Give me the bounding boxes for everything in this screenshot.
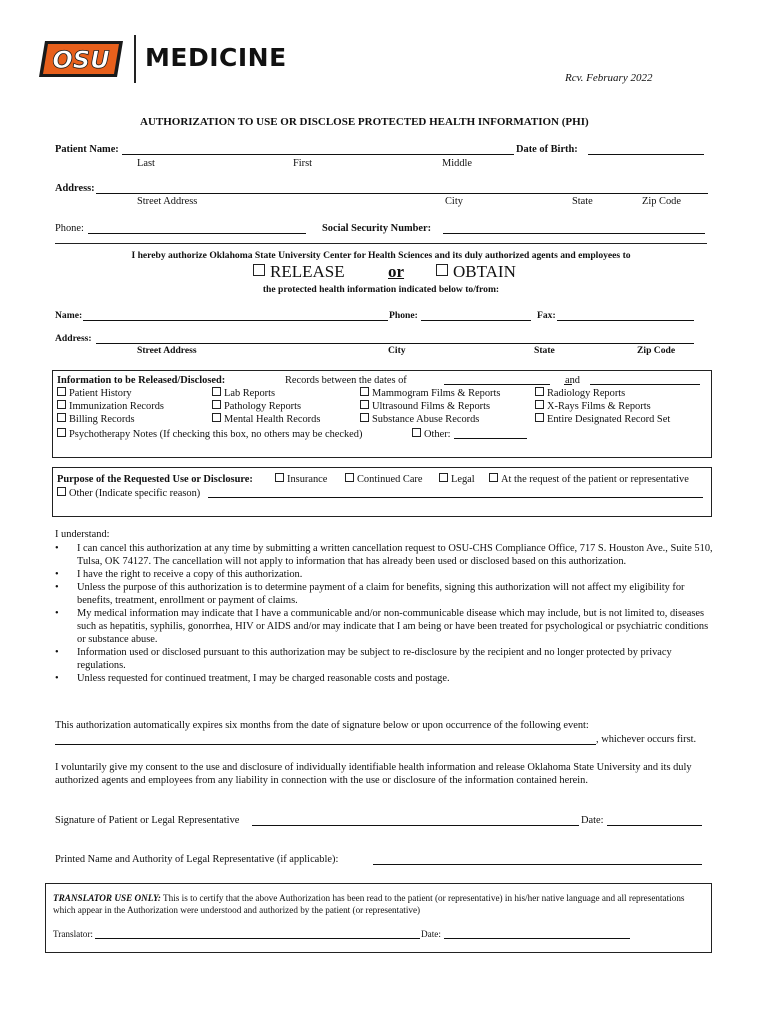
other-checkbox[interactable] [412,428,421,437]
checkbox[interactable] [535,400,544,409]
patient-name-field[interactable] [122,154,514,155]
last-caption: Last [137,158,155,169]
translator-field[interactable] [95,938,420,939]
understand-list [53,542,713,685]
recipient-name-field[interactable] [83,320,388,321]
other-item[interactable] [412,428,451,441]
checkbox-label: Radiology Reports [547,388,626,399]
patient-name-label: Patient Name: [55,144,119,155]
translator-body: This is to certify that the above Authorization has been read to the patient (or representative) in his/her native language and all representations which appear in the Authorization were understood and authorized by the patient (or representative) [53,893,685,915]
logo-text: OSU [52,46,110,74]
recipient-fax-field[interactable] [557,320,694,321]
checkbox[interactable] [360,400,369,409]
records-between-label: Records between the dates of [285,375,407,386]
understand-item: • Unless requested for continued treatment, I may be charged reasonable costs and postage. [53,672,713,685]
understand-intro: I understand: [55,529,110,540]
translator-lead: TRANSLATOR USE ONLY: [53,893,161,903]
info-col-4 [535,387,670,426]
understand-item: • Unless the purpose of this authorization is to determine payment of a claim for benefits, signing this authorization will not affect my eligibility for benefits, treatment, enrollment or payment of claims. [53,581,713,607]
checkbox[interactable] [212,387,221,396]
checkbox-label: Substance Abuse Records [372,414,480,425]
checkbox[interactable] [535,413,544,422]
signature-label: Signature of Patient or Legal Representative [55,815,240,826]
expire-text: This authorization automatically expires six months from the date of signature below or upon occurrence of the following event: [55,720,589,731]
ssn-field[interactable] [443,233,705,234]
release-option[interactable] [253,262,345,282]
checkbox-label: At the request of the patient or representative [501,474,689,485]
signature-date-label: Date: [581,815,604,826]
checkbox-label: Billing Records [69,414,135,425]
info-col-2 [212,387,320,426]
authorize-divider [55,243,707,244]
checkbox-label: Continued Care [357,474,423,485]
or-text: or [388,262,405,281]
checkbox-label: Entire Designated Record Set [547,414,671,425]
checkbox-label: Mammogram Films & Reports [372,388,501,399]
recipient-fax-label: Fax: [537,310,556,321]
signature-field[interactable] [252,825,579,826]
city-caption: City [445,196,463,207]
understand-item: • Information used or disclosed pursuant to this authorization may be subject to re-disclosure by the recipient and no longer protected by privacy regulations. [53,646,713,672]
address-label: Address: [55,183,95,194]
checkbox-item[interactable] [212,400,320,413]
info-col-1 [57,387,164,426]
consent-text: I voluntarily give my consent to the use and disclosure of individually identifiable health information and release Oklahoma State University and its duly authorized agents and employees from any liability in connection with the use or disclosure of the information contained herein. [55,762,692,786]
brand-name: MEDICINE [145,43,287,72]
address-field[interactable] [96,193,708,194]
obtain-label: OBTAIN [453,262,516,281]
checkbox[interactable] [212,400,221,409]
checkbox[interactable] [212,413,221,422]
checkbox-item[interactable] [360,400,500,413]
other-label: Other: [424,429,451,440]
checkbox[interactable] [57,400,66,409]
dob-label: Date of Birth: [516,144,578,155]
dob-field[interactable] [588,154,704,155]
recipient-zip-caption: Zip Code [637,345,676,356]
obtain-option[interactable] [436,262,516,282]
checkbox[interactable] [360,387,369,396]
and-text: and [565,375,581,386]
phone-label: Phone: [55,223,84,234]
purpose-patient-request[interactable] [489,473,689,486]
checkbox-item[interactable] [535,387,670,400]
info-heading: Information to be Released/Disclosed: [57,375,226,386]
checkbox[interactable] [275,473,284,482]
checkbox[interactable] [57,487,66,496]
checkbox-label: Pathology Reports [224,401,302,412]
checkbox-item[interactable] [360,387,500,400]
psych-notes-label: Psychotherapy Notes (If checking this box, no others may be checked) [69,429,363,440]
checkbox-item[interactable] [535,400,670,413]
recipient-address-label: Address: [55,333,92,344]
checkbox-label: Insurance [287,474,328,485]
records-end-date-field[interactable] [590,384,700,385]
checkbox[interactable] [57,387,66,396]
authorize-sub: the protected health information indicated below to/from: [262,284,500,295]
recipient-address-field[interactable] [96,343,694,344]
translator-label: Translator: [53,929,93,939]
translator-date-field[interactable] [444,938,630,939]
psych-notes-checkbox[interactable] [57,428,66,437]
recipient-state-caption: State [534,345,555,356]
release-checkbox[interactable] [253,264,265,276]
checkbox[interactable] [360,413,369,422]
street-caption: Street Address [137,196,198,207]
understand-item: • My medical information may indicate that I have a communicable and/or non-communicable disease which may include, but is not limited to, diseases such as hepatitis, syphilis, gonorrhea, HIV or AIDS and/or may indicate that I am being or have been treated for psychological or psychiatric conditions or substance abuse. [53,607,713,646]
checkbox[interactable] [489,473,498,482]
checkbox-item[interactable] [57,413,164,426]
psych-notes-item[interactable] [57,428,362,441]
osu-logo-icon [35,37,127,81]
checkbox-item[interactable] [212,413,320,426]
purpose-heading: Purpose of the Requested Use or Disclosure: [57,474,253,485]
understand-item: • I can cancel this authorization at any time by submitting a written cancellation request to OSU-CHS Compliance Office, 717 S. Houston Ave., Suite 510, Tulsa, OK 74127. The cancellation will not apply to information that has already been used or disclosed based on this authorization. [53,542,713,568]
obtain-checkbox[interactable] [436,264,448,276]
state-caption: State [572,196,593,207]
checkbox-item[interactable] [57,387,164,400]
osu-logo [35,37,127,81]
signature-date-field[interactable] [607,825,702,826]
understand-item: • I have the right to receive a copy of this authorization. [53,568,713,581]
revision-date: Rcv. February 2022 [565,72,653,84]
checkbox-label: Other (Indicate specific reason) [69,488,201,499]
recipient-name-label: Name: [55,310,83,321]
purpose-other[interactable] [57,487,200,500]
checkbox-label: Patient History [69,388,132,399]
checkbox-item[interactable] [57,400,164,413]
records-and-label [565,374,580,387]
checkbox-label: Immunization Records [69,401,164,412]
info-col-3 [360,387,500,426]
phone-field[interactable] [88,233,306,234]
recipient-phone-label: Phone: [389,310,418,321]
checkbox[interactable] [57,413,66,422]
zip-caption: Zip Code [642,196,681,207]
records-start-date-field[interactable] [444,384,550,385]
expire-suffix: , whichever occurs first. [596,734,697,745]
printed-name-label: Printed Name and Authority of Legal Representative (if applicable): [55,854,339,865]
purpose-legal[interactable] [439,473,475,486]
printed-name-field[interactable] [373,864,702,865]
checkbox-label: X-Rays Films & Reports [547,401,651,412]
checkbox-label: Mental Health Records [224,414,321,425]
recipient-phone-field[interactable] [421,320,531,321]
checkbox-item[interactable] [535,413,670,426]
checkbox[interactable] [345,473,354,482]
translator-date-label: Date: [421,929,441,939]
checkbox[interactable] [535,387,544,396]
form-title: AUTHORIZATION TO USE OR DISCLOSE PROTECTED HEALTH INFORMATION (PHI) [140,116,589,128]
ssn-label: Social Security Number: [322,223,432,234]
header-divider [134,35,136,83]
checkbox-item[interactable] [212,387,320,400]
middle-caption: Middle [442,158,473,169]
checkbox-label: Legal [451,474,475,485]
purpose-insurance[interactable] [275,473,327,486]
translator-text [53,892,703,916]
recipient-city-caption: City [388,345,406,356]
other-field[interactable] [454,438,527,439]
release-label: RELEASE [270,262,345,281]
purpose-continued-care[interactable] [345,473,423,486]
purpose-other-field[interactable] [208,497,703,498]
checkbox[interactable] [439,473,448,482]
first-caption: First [293,158,313,169]
checkbox-label: Lab Reports [224,388,276,399]
recipient-street-caption: Street Address [137,345,197,356]
records-and-blank [564,384,572,385]
expire-event-field[interactable] [55,744,596,745]
checkbox-label: Ultrasound Films & Reports [372,401,491,412]
checkbox-item[interactable] [360,413,500,426]
authorize-intro: I hereby authorize Oklahoma State University Center for Health Sciences and its duly authorized agents and employees to [131,250,631,261]
